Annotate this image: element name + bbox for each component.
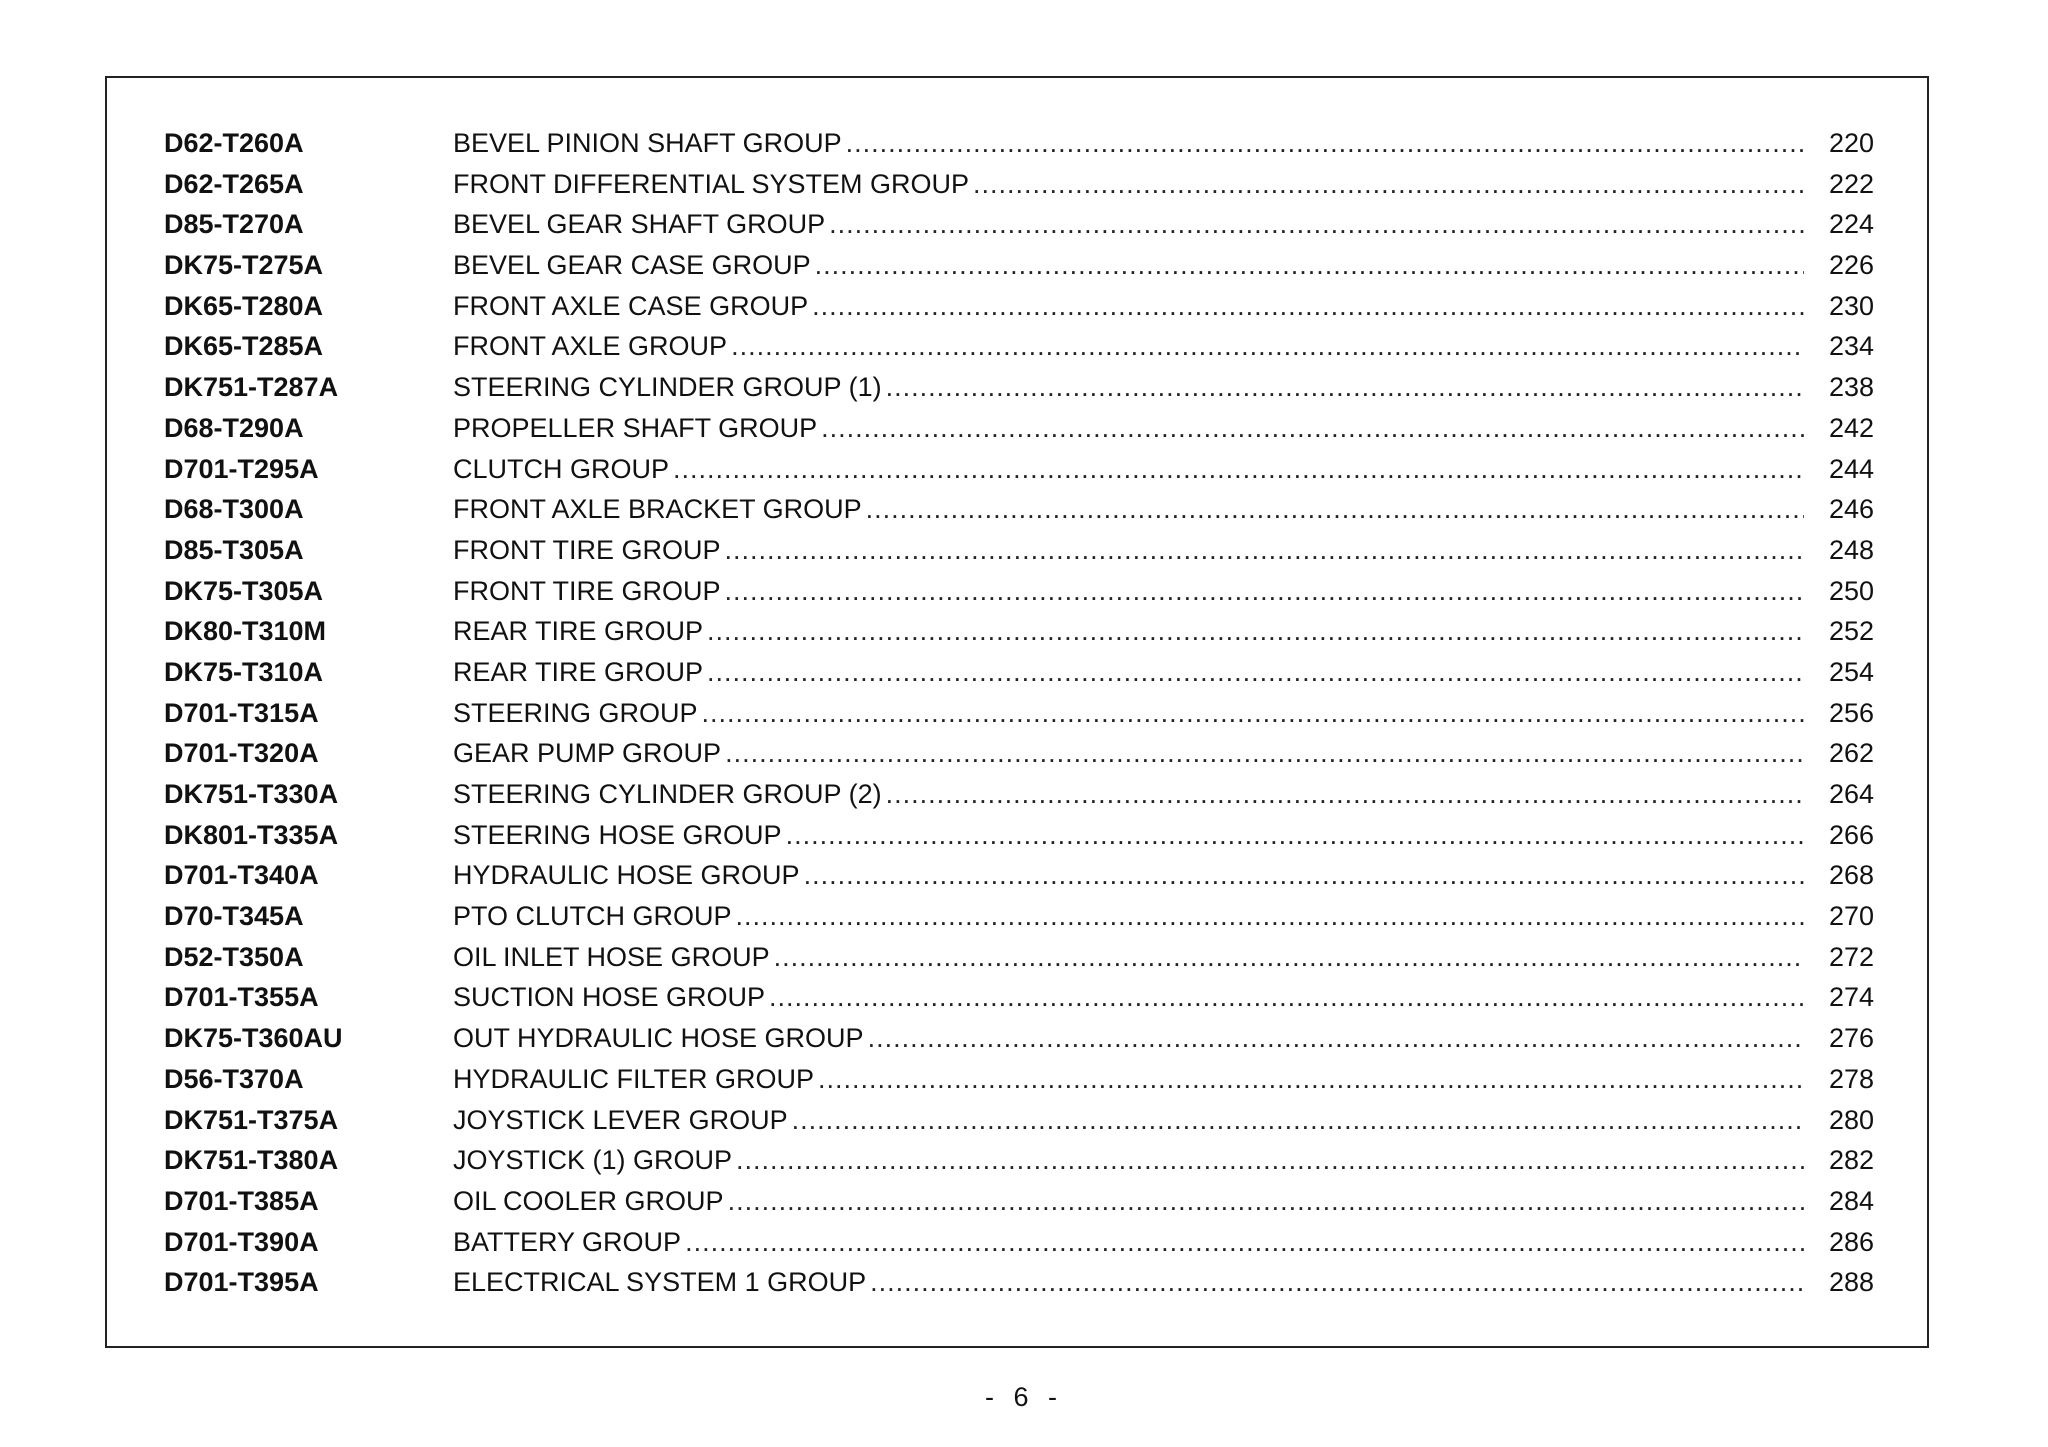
toc-entry-page: 270 xyxy=(1828,901,1874,932)
toc-entry[interactable] xyxy=(164,286,1874,327)
toc-entry[interactable] xyxy=(164,1222,1874,1263)
toc-entry[interactable] xyxy=(164,1140,1874,1181)
toc-entry-title: BEVEL GEAR SHAFT GROUP xyxy=(453,209,826,240)
toc-entry-code: DK75-T305A xyxy=(164,575,324,606)
toc-entry[interactable] xyxy=(164,693,1874,734)
toc-entry-page: 262 xyxy=(1828,738,1874,769)
toc-entry-code: DK801-T335A xyxy=(164,819,339,850)
toc-entry-code: D701-T295A xyxy=(164,453,319,484)
table-of-contents xyxy=(164,123,1874,1303)
toc-entry-code: D701-T390A xyxy=(164,1226,319,1257)
toc-entry[interactable] xyxy=(164,652,1874,693)
toc-entry-title: HYDRAULIC HOSE GROUP xyxy=(453,860,800,891)
toc-entry-code: DK75-T310A xyxy=(164,656,324,687)
toc-entry[interactable] xyxy=(164,977,1874,1018)
toc-entry-title: FRONT DIFFERENTIAL SYSTEM GROUP xyxy=(453,168,970,199)
toc-entry-page: 274 xyxy=(1828,982,1874,1013)
toc-entry[interactable] xyxy=(164,530,1874,571)
toc-entry[interactable] xyxy=(164,1018,1874,1059)
toc-entry[interactable] xyxy=(164,245,1874,286)
toc-entry-title: STEERING GROUP xyxy=(453,697,698,728)
toc-entry-title: REAR TIRE GROUP xyxy=(453,656,704,687)
toc-entry-code: D85-T305A xyxy=(164,534,304,565)
dot-leader xyxy=(866,489,1804,530)
dot-leader xyxy=(685,1222,1804,1263)
toc-entry-page: 278 xyxy=(1828,1063,1874,1094)
toc-entry-title: REAR TIRE GROUP xyxy=(453,616,704,647)
page-number: - 6 - xyxy=(984,1382,1063,1412)
toc-entry-title: STEERING CYLINDER GROUP (2) xyxy=(453,779,882,809)
dot-leader xyxy=(886,774,1804,815)
toc-entry-title: ELECTRICAL SYSTEM 1 GROUP xyxy=(453,1267,867,1298)
toc-entry-page: 264 xyxy=(1828,779,1874,809)
toc-entry-code: DK751-T287A xyxy=(164,372,339,403)
toc-entry-page: 238 xyxy=(1828,372,1874,403)
toc-entry-code: DK80-T310M xyxy=(164,616,327,647)
toc-entry[interactable] xyxy=(164,855,1874,896)
toc-entry[interactable] xyxy=(164,896,1874,937)
toc-entry-code: DK751-T330A xyxy=(164,779,339,809)
toc-entry-title: BEVEL GEAR CASE GROUP xyxy=(453,250,811,281)
toc-entry-code: D701-T340A xyxy=(164,860,319,891)
toc-entry-page: 224 xyxy=(1828,209,1874,240)
toc-entry-page: 286 xyxy=(1828,1226,1874,1257)
toc-entry-page: 276 xyxy=(1828,1023,1874,1054)
dot-leader xyxy=(707,652,1804,693)
dot-leader xyxy=(731,326,1804,367)
toc-entry[interactable] xyxy=(164,815,1874,856)
toc-entry-code: D85-T270A xyxy=(164,209,304,240)
toc-entry-code: D701-T355A xyxy=(164,982,319,1013)
toc-entry-code: D701-T385A xyxy=(164,1185,319,1216)
toc-entry[interactable] xyxy=(164,733,1874,774)
toc-entry-page: 252 xyxy=(1828,616,1874,647)
toc-entry-code: DK751-T380A xyxy=(164,1145,339,1176)
toc-entry-title: FRONT AXLE BRACKET GROUP xyxy=(453,494,862,525)
toc-entry-title: JOYSTICK LEVER GROUP xyxy=(453,1104,788,1135)
toc-entry-code: D701-T315A xyxy=(164,697,319,728)
dot-leader xyxy=(846,123,1804,164)
toc-entry-code: D56-T370A xyxy=(164,1063,304,1094)
toc-entry-title: JOYSTICK (1) GROUP xyxy=(453,1145,733,1176)
dot-leader xyxy=(870,1262,1804,1303)
toc-entry[interactable] xyxy=(164,449,1874,490)
toc-entry-page: 234 xyxy=(1828,331,1874,362)
toc-entry[interactable] xyxy=(164,611,1874,652)
dot-leader xyxy=(769,977,1804,1018)
toc-entry-title: PROPELLER SHAFT GROUP xyxy=(453,412,818,443)
dot-leader xyxy=(774,937,1804,978)
dot-leader xyxy=(886,367,1804,408)
dot-leader xyxy=(702,693,1804,734)
dot-leader xyxy=(725,733,1804,774)
dot-leader xyxy=(792,1100,1804,1141)
dot-leader xyxy=(812,286,1804,327)
toc-entry-page: 222 xyxy=(1828,168,1874,199)
toc-entry-title: HYDRAULIC FILTER GROUP xyxy=(453,1063,815,1094)
toc-entry-code: D701-T395A xyxy=(164,1267,319,1298)
toc-entry-title: OUT HYDRAULIC HOSE GROUP xyxy=(453,1023,864,1054)
dot-leader xyxy=(673,449,1804,490)
toc-entry-title: SUCTION HOSE GROUP xyxy=(453,982,766,1013)
toc-entry-title: STEERING HOSE GROUP xyxy=(453,819,782,850)
toc-entry-page: 220 xyxy=(1828,128,1874,158)
toc-entry-code: D701-T320A xyxy=(164,738,319,769)
dot-leader xyxy=(707,611,1804,652)
toc-entry-page: 254 xyxy=(1828,656,1874,687)
toc-entry-code: DK65-T280A xyxy=(164,290,324,321)
dot-leader xyxy=(829,204,1804,245)
toc-entry[interactable] xyxy=(164,1100,1874,1141)
dot-leader xyxy=(973,164,1804,205)
toc-entry[interactable] xyxy=(164,408,1874,449)
toc-entry[interactable] xyxy=(164,571,1874,612)
toc-entry-title: GEAR PUMP GROUP xyxy=(453,738,722,769)
dot-leader xyxy=(786,815,1804,856)
toc-entry-code: DK75-T360AU xyxy=(164,1023,343,1054)
toc-entry-code: D62-T260A xyxy=(164,128,304,158)
toc-entry-code: D68-T290A xyxy=(164,412,304,443)
toc-entry[interactable] xyxy=(164,1181,1874,1222)
toc-entry-page: 242 xyxy=(1828,412,1874,443)
toc-entry-title: FRONT TIRE GROUP xyxy=(453,575,721,606)
toc-entry-page: 244 xyxy=(1828,453,1874,484)
toc-entry-code: DK65-T285A xyxy=(164,331,324,362)
toc-entry-page: 266 xyxy=(1828,819,1874,850)
toc-entry-title: STEERING CYLINDER GROUP (1) xyxy=(453,372,882,403)
toc-entry[interactable] xyxy=(164,123,1874,164)
toc-entry-title: OIL INLET HOSE GROUP xyxy=(453,941,770,972)
toc-entry-code: D70-T345A xyxy=(164,901,304,932)
dot-leader xyxy=(804,855,1804,896)
toc-entry-code: DK751-T375A xyxy=(164,1104,339,1135)
toc-entry[interactable] xyxy=(164,164,1874,205)
dot-leader xyxy=(815,245,1804,286)
dot-leader xyxy=(725,530,1804,571)
toc-entry[interactable] xyxy=(164,937,1874,978)
toc-entry[interactable] xyxy=(164,204,1874,245)
toc-entry-page: 226 xyxy=(1828,250,1874,281)
toc-entry-page: 284 xyxy=(1828,1185,1874,1216)
toc-entry-code: D68-T300A xyxy=(164,494,304,525)
dot-leader xyxy=(821,408,1804,449)
toc-entry-title: PTO CLUTCH GROUP xyxy=(453,901,732,932)
dot-leader xyxy=(868,1018,1804,1059)
toc-entry[interactable] xyxy=(164,1059,1874,1100)
dot-leader xyxy=(725,571,1804,612)
toc-entry-title: CLUTCH GROUP xyxy=(453,453,670,484)
toc-entry-page: 230 xyxy=(1828,290,1874,321)
toc-entry-page: 256 xyxy=(1828,697,1874,728)
toc-entry[interactable] xyxy=(164,326,1874,367)
toc-entry-code: D62-T265A xyxy=(164,168,304,199)
toc-entry-title: FRONT AXLE GROUP xyxy=(453,331,728,362)
toc-entry-page: 280 xyxy=(1828,1104,1874,1135)
toc-entry-page: 282 xyxy=(1828,1145,1874,1176)
dot-leader xyxy=(736,1140,1804,1181)
toc-entry-page: 268 xyxy=(1828,860,1874,891)
dot-leader xyxy=(736,896,1804,937)
toc-entry-title: OIL COOLER GROUP xyxy=(453,1185,724,1216)
dot-leader xyxy=(728,1181,1804,1222)
toc-entry-page: 250 xyxy=(1828,575,1874,606)
toc-entry-page: 248 xyxy=(1828,534,1874,565)
toc-entry-title: BEVEL PINION SHAFT GROUP xyxy=(453,128,842,158)
dot-leader xyxy=(818,1059,1804,1100)
toc-entry-page: 272 xyxy=(1828,941,1874,972)
toc-entry-title: FRONT TIRE GROUP xyxy=(453,534,721,565)
toc-entry[interactable] xyxy=(164,489,1874,530)
toc-entry[interactable] xyxy=(164,1262,1874,1303)
toc-entry-title: FRONT AXLE CASE GROUP xyxy=(453,290,809,321)
toc-entry-title: BATTERY GROUP xyxy=(453,1226,682,1257)
toc-entry[interactable] xyxy=(164,367,1874,408)
toc-entry-page: 288 xyxy=(1828,1267,1874,1298)
toc-entry-page: 246 xyxy=(1828,494,1874,525)
toc-entry-code: DK75-T275A xyxy=(164,250,324,281)
toc-entry-code: D52-T350A xyxy=(164,941,304,972)
toc-entry[interactable] xyxy=(164,774,1874,815)
